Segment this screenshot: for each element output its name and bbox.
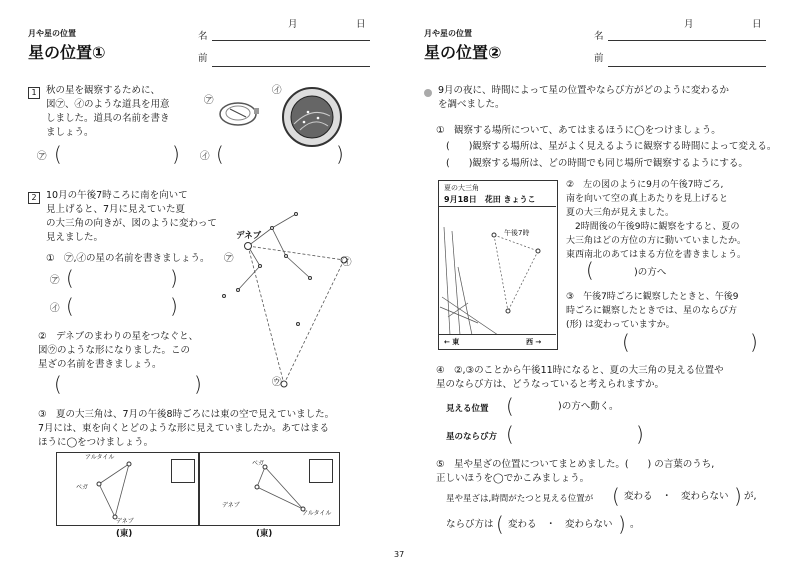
- r-q5-line1-b: が,: [744, 491, 757, 502]
- r-q4-text: ④ ②,③のことから午後11時になると、夏の大三角の見える位置や 星のならび方は、どうなっていると考えられますか。: [436, 365, 724, 390]
- q1-answer-a-label: ㋐: [37, 151, 47, 162]
- q1-answer-a-close: ): [172, 142, 180, 166]
- r-q5-line2-options[interactable]: 変わる ・ 変わらない: [508, 519, 613, 530]
- r-q2-text: ② 左の図のように9月の午後7時ごろ, 南を向いて空の真上あたりを見上げると 夏の大三角が見えました。 2時間後の午後9時に観察をすると、夏の 大三角はどの方位の方に動いていましたか。 東西南北のあてはまる方位を書きましょう。: [566, 180, 747, 260]
- box1-deneb: デネブ: [116, 518, 134, 525]
- r-q4-pos-suffix: )の方へ動く。: [558, 401, 619, 412]
- r-q5-line1-close: ): [734, 484, 742, 508]
- box2-vega: ベガ: [252, 460, 265, 467]
- fig-b-label: ㋑: [342, 257, 352, 268]
- q2-2-open: (: [54, 372, 62, 396]
- left-name-label2: 前: [198, 53, 208, 64]
- r-q4-arr-open: (: [506, 422, 514, 446]
- q1-number: 1: [28, 87, 40, 99]
- note-time: 午後7時: [504, 229, 530, 237]
- answer-square-1[interactable]: [171, 459, 195, 483]
- box2-altair: アルタイル: [302, 510, 332, 517]
- note-west: 西 →: [526, 338, 542, 346]
- note-title: 夏の大三角: [444, 184, 479, 192]
- q2-number: 2: [28, 192, 40, 204]
- intro-bullet-icon: [424, 89, 432, 97]
- q2-text: 10月の午後7時ころに南を向いて 見上げると、7月に見えていた夏 の大三角の向きが、図のように変わって 見えました。: [46, 190, 217, 243]
- note-bottom-divider: [438, 334, 556, 335]
- r-q5-line2-a: ならび方は: [446, 519, 494, 530]
- answer-square-2[interactable]: [309, 459, 333, 483]
- r-q4-pos-label: 見える位置: [446, 404, 489, 414]
- q2-1-text: ① ㋐,㋑の星の名前を書きましょう。: [46, 253, 210, 264]
- fig-c-label: ㋒: [272, 377, 282, 388]
- r-q5-text: ⑤ 星や星ざの位置についてまとめました。( ) の言葉のうち, 正しいほうを◯でかこみましょう。: [436, 459, 715, 484]
- r-q4-arr-close: ): [636, 422, 644, 446]
- r-q3-close: ): [750, 330, 758, 354]
- fig-a-label: ㋐: [224, 253, 234, 264]
- night-sky-sketch: [438, 207, 556, 335]
- r-q5-line2-open: (: [496, 512, 504, 536]
- r-q2-field[interactable]: [598, 264, 632, 284]
- q2-1-a-open: (: [66, 266, 74, 290]
- right-day: 日: [752, 19, 762, 30]
- note-date: 9月18日 花田 きょうこ: [444, 195, 536, 204]
- r-q1-text: ① 観察する場所について、あてはまるほうに◯をつけましょう。: [436, 125, 721, 136]
- left-day: 日: [356, 19, 366, 30]
- r-q5-line1-options[interactable]: 変わる ・ 変わらない: [624, 491, 729, 502]
- box1-altair: アルタイル: [85, 454, 115, 461]
- r-q5-line1-a: 星や星ざは,時間がたつと見える位置が: [446, 494, 594, 504]
- intro-text: 9月の夜に、時間によって星の位置やならび方がどのように変わるか を調べました。: [438, 85, 730, 110]
- r-q5-line2-close: ): [618, 512, 626, 536]
- r-q4-arr-label: 星のならび方: [446, 432, 498, 442]
- r-q3-open: (: [622, 330, 630, 354]
- right-name-label2: 前: [594, 53, 604, 64]
- q1-fig-b-label: ㋑: [272, 85, 282, 96]
- r-q4-arr-field[interactable]: [518, 426, 632, 446]
- q2-2-text: ② デネブのまわりの星をつなぐと、 図㋒のような形になりました。この 星ざの名前を書きましょう。: [38, 331, 199, 370]
- right-month: 月: [684, 19, 694, 30]
- q2-1-b-close: ): [170, 294, 178, 318]
- r-q4-pos-open: (: [506, 394, 514, 418]
- r-q1-opt1[interactable]: ( )観察する場所は、星がよく見えるように観察する時間によって変える。: [446, 141, 777, 152]
- q2-1-a-label: ㋐: [50, 275, 60, 286]
- note-east: ← 東: [444, 338, 460, 346]
- left-title: 星の位置①: [28, 43, 106, 62]
- left-name-label: 名: [198, 31, 208, 42]
- right-header: 月や星の位置: [424, 29, 472, 38]
- q1-answer-b-field[interactable]: [230, 150, 330, 170]
- r-q3-field[interactable]: [634, 334, 746, 354]
- right-title: 星の位置②: [424, 43, 502, 62]
- r-q5-line1-open: (: [612, 484, 620, 508]
- left-month: 月: [288, 19, 298, 30]
- q1-text: 秋の星を観察するために、 図㋐、㋑のような道具を用意 しました。道具の名前を書き ましょう。: [46, 85, 170, 138]
- box1-vega: ベガ: [76, 484, 89, 491]
- right-name-line2: [608, 66, 766, 67]
- page-number: 37: [394, 550, 405, 559]
- r-q2-answer: )の方へ: [634, 267, 667, 278]
- q2-1-b-label: ㋑: [50, 303, 60, 314]
- right-name-label: 名: [594, 31, 604, 42]
- q1-answer-b-close: ): [336, 142, 344, 166]
- box2-deneb: デネブ: [222, 502, 240, 509]
- q1-answer-b-label: ㋑: [200, 151, 210, 162]
- compass-icon: [216, 100, 260, 128]
- r-q2-open: (: [586, 258, 594, 282]
- box2-direction: (東): [256, 529, 273, 539]
- q1-answer-a-open: (: [54, 142, 62, 166]
- right-name-line: [608, 40, 766, 41]
- q2-3-text: ③ 夏の大三角は、7月の午後8時ごろには東の空で見えていました。 7月には、東を向くとどのような形に見えていましたか。あてはまる ほうに◯をつけましょう。: [38, 409, 335, 448]
- q2-1-b-open: (: [66, 294, 74, 318]
- left-name-line2: [212, 66, 370, 67]
- q2-1-a-close: ): [170, 266, 178, 290]
- q1-answer-b-open: (: [216, 142, 224, 166]
- box1-direction: (東): [116, 529, 133, 539]
- left-header: 月や星の位置: [28, 29, 76, 38]
- q1-fig-a-label: ㋐: [204, 95, 214, 106]
- r-q3-text: ③ 午後7時ごろに観察したときと、午後9 時ごろに観察したときでは、星のならび方 (形) は変わっていますか。: [566, 292, 739, 330]
- q2-2-close: ): [194, 372, 202, 396]
- r-q5-line2-b: 。: [630, 519, 640, 530]
- r-q4-pos-field[interactable]: [518, 398, 556, 418]
- fig-deneb-label: デネブ: [236, 231, 262, 241]
- left-name-line: [212, 40, 370, 41]
- r-q1-opt2[interactable]: ( )観察する場所は、どの時間でも同じ場所で観察するようにする。: [446, 158, 748, 169]
- q1-answer-a-field[interactable]: [68, 150, 168, 170]
- star-chart-icon: [280, 86, 344, 148]
